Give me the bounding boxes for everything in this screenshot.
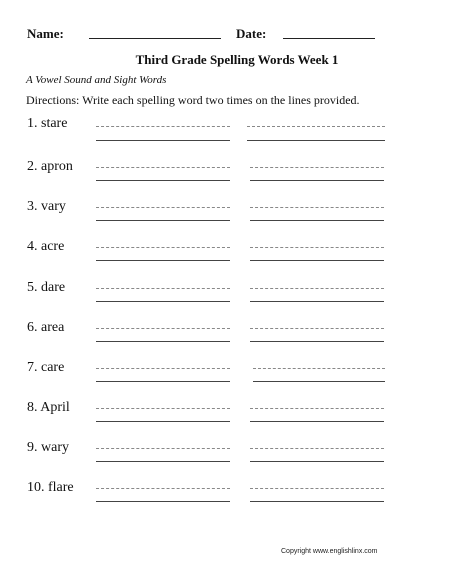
word-row-10: [0, 480, 474, 520]
right-base-line: [250, 220, 384, 221]
word-label: 8. April: [27, 400, 70, 415]
left-guide-line: [96, 328, 230, 329]
word-row-7: [0, 360, 474, 400]
worksheet-title: Third Grade Spelling Words Week 1: [135, 52, 339, 67]
left-base-line: [96, 341, 230, 342]
word-label: 3. vary: [27, 199, 66, 214]
word-label: 4. acre: [27, 239, 65, 254]
right-base-line: [253, 381, 385, 382]
right-base-line: [250, 341, 384, 342]
left-base-line: [96, 501, 230, 502]
right-guide-line: [253, 368, 385, 369]
word-label: 2. apron: [27, 159, 73, 174]
name-label: Name:: [27, 26, 64, 41]
left-guide-line: [96, 448, 230, 449]
date-label: Date:: [236, 26, 267, 41]
word-row-8: [0, 400, 474, 440]
right-guide-line: [250, 328, 384, 329]
word-label: 7. care: [27, 360, 65, 375]
right-base-line: [250, 180, 384, 181]
right-guide-line: [250, 247, 384, 248]
word-row-3: [0, 199, 474, 239]
word-row-2: [0, 159, 474, 199]
right-base-line: [250, 421, 384, 422]
word-row-1: [0, 116, 474, 156]
right-base-line: [250, 461, 384, 462]
directions-text: Directions: Write each spelling word two times on the lines provided.: [26, 93, 360, 107]
word-row-4: [0, 239, 474, 279]
left-base-line: [96, 461, 230, 462]
left-guide-line: [96, 488, 230, 489]
left-base-line: [96, 301, 230, 302]
word-label: 5. dare: [27, 280, 66, 295]
word-label: 1. stare: [27, 116, 68, 131]
copyright-text: Copyright www.englishlinx.com: [281, 548, 378, 555]
left-base-line: [96, 381, 230, 382]
right-base-line: [247, 140, 385, 141]
left-guide-line: [96, 408, 230, 409]
left-guide-line: [96, 167, 230, 168]
worksheet-subtitle: A Vowel Sound and Sight Words: [26, 74, 167, 86]
left-base-line: [96, 180, 230, 181]
word-label: 9. wary: [27, 440, 69, 455]
right-guide-line: [250, 288, 384, 289]
right-base-line: [250, 501, 384, 502]
left-base-line: [96, 220, 230, 221]
left-guide-line: [96, 207, 230, 208]
word-label: 6. area: [27, 320, 65, 335]
right-base-line: [250, 301, 384, 302]
left-base-line: [96, 260, 230, 261]
header-row: [27, 26, 447, 46]
name-field-line: [89, 38, 221, 39]
date-field-line: [283, 38, 375, 39]
right-base-line: [250, 260, 384, 261]
left-base-line: [96, 140, 230, 141]
word-row-6: [0, 320, 474, 360]
right-guide-line: [250, 167, 384, 168]
word-row-5: [0, 280, 474, 320]
right-guide-line: [250, 448, 384, 449]
left-guide-line: [96, 288, 230, 289]
right-guide-line: [247, 126, 385, 127]
left-base-line: [96, 421, 230, 422]
word-row-9: [0, 440, 474, 480]
left-guide-line: [96, 368, 230, 369]
left-guide-line: [96, 126, 230, 127]
right-guide-line: [250, 488, 384, 489]
left-guide-line: [96, 247, 230, 248]
right-guide-line: [250, 207, 384, 208]
word-label: 10. flare: [27, 480, 74, 495]
right-guide-line: [250, 408, 384, 409]
